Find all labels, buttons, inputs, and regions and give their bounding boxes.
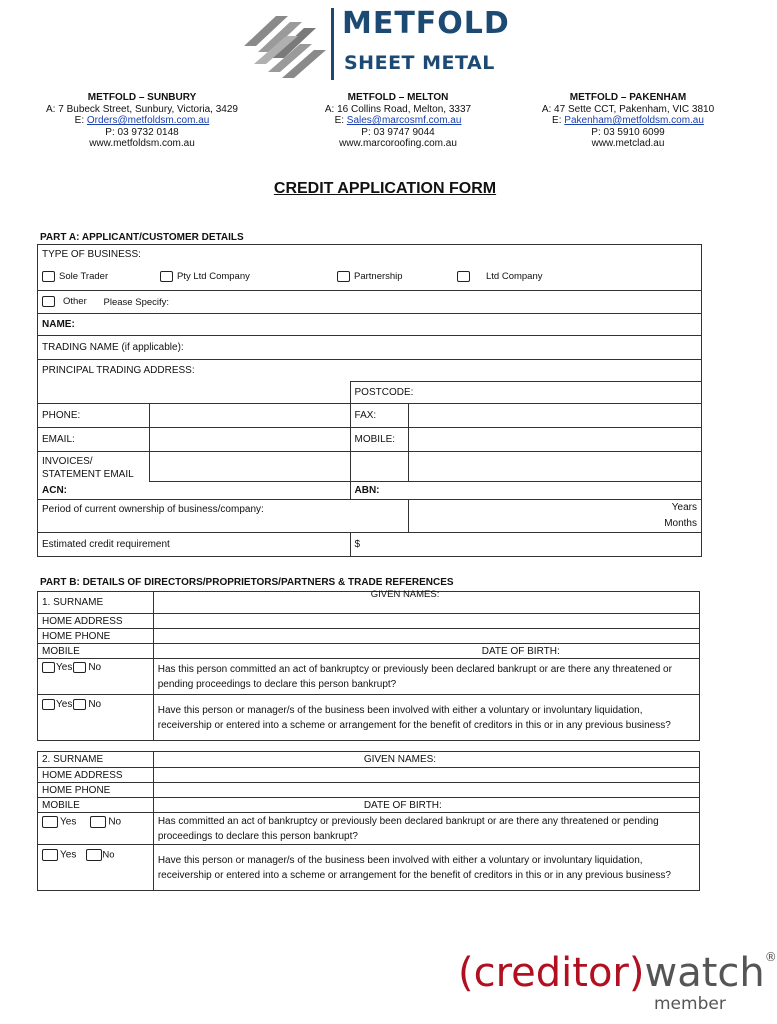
branch-address: A: 16 Collins Road, Melton, 3337 (324, 103, 472, 115)
no-checkbox[interactable] (73, 699, 86, 710)
branch-name: METFOLD – MELTON (347, 92, 449, 103)
logo-line2: SHEET METAL (344, 52, 495, 74)
abn-field[interactable]: ABN: (350, 482, 701, 500)
person1-table (37, 591, 700, 741)
yes-checkbox[interactable] (42, 849, 58, 861)
form-title: CREDIT APPLICATION FORM (273, 180, 497, 197)
trading-name-field[interactable]: TRADING NAME (if applicable): (38, 336, 702, 360)
address-continued[interactable] (38, 382, 351, 404)
option-label: Sole Trader (59, 270, 109, 282)
option-label: Pty Ltd Company (177, 270, 250, 282)
branch-web: www.metfoldsm.com.au (89, 138, 195, 149)
fax-input[interactable] (409, 404, 702, 428)
branch-email-link[interactable]: Sales@marcosmf.com.au (346, 115, 462, 126)
email-input[interactable] (149, 428, 350, 452)
member-label: member (654, 994, 726, 1014)
home-phone-input[interactable] (153, 629, 699, 644)
principal-address-field[interactable]: PRINCIPAL TRADING ADDRESS: (38, 360, 702, 382)
q1-answer (38, 813, 154, 845)
email-prefix: E: (74, 115, 87, 126)
branch-email-link[interactable]: Pakenham@metfoldsm.com.au (564, 115, 704, 126)
home-address-label: HOME ADDRESS (38, 768, 154, 783)
part-b-heading: PART B: DETAILS OF DIRECTORS/PROPRIETORS/PARTNERS & TRADE REFERENCES (40, 577, 454, 588)
option-sole-trader[interactable] (42, 271, 108, 282)
no-label: No (102, 849, 115, 861)
given-names-label: GIVEN NAMES: (370, 589, 440, 600)
yes-checkbox[interactable] (42, 699, 55, 710)
branch-name: METFOLD – SUNBURY (87, 92, 197, 103)
checkbox[interactable] (160, 271, 173, 282)
metfold-emblem-icon (236, 6, 328, 82)
option-label: Ltd Company (486, 270, 543, 282)
registered-mark: ® (764, 950, 777, 964)
dob-field[interactable]: DATE OF BIRTH: (153, 798, 699, 813)
home-address-input[interactable] (153, 768, 699, 783)
home-address-input[interactable] (153, 614, 699, 629)
option-ltd-company[interactable] (457, 271, 543, 282)
given-names-field[interactable]: GIVEN NAMES: (153, 752, 699, 768)
yes-label: Yes (56, 662, 73, 674)
q2-text: Have this person or manager/s of the business been involved with either a voluntary or involuntary liquidation, receivership or entered into a scheme or arrangement for the benefit of creditors in this or in any previous business? (153, 695, 699, 741)
metfold-logo (236, 6, 546, 82)
blank-cell (350, 452, 409, 482)
q2-answer (38, 695, 154, 741)
yes-checkbox[interactable] (42, 816, 58, 828)
email-prefix: E: (334, 115, 347, 126)
name-field[interactable]: NAME: (38, 314, 702, 336)
no-label: No (108, 816, 122, 828)
option-label: Partnership (354, 270, 403, 282)
please-specify-label: Please Specify: (103, 296, 170, 308)
checkbox[interactable] (457, 271, 470, 282)
no-checkbox[interactable] (90, 816, 106, 828)
creditorwatch-wordmark (458, 950, 777, 996)
home-address-label: HOME ADDRESS (38, 614, 154, 629)
q1-text: Has this person committed an act of bankruptcy or previously been declared bankrupt or are there any threatened or pending proceedings to declare this person bankrupt? (153, 659, 699, 695)
part-a-heading: PART A: APPLICANT/CUSTOMER DETAILS (40, 232, 244, 243)
branch-pakenham (513, 92, 743, 150)
q2-answer (38, 845, 154, 891)
branch-web: www.metclad.au (591, 138, 665, 149)
surname-label: 2. SURNAME (38, 752, 154, 768)
option-partnership[interactable] (337, 271, 403, 282)
no-label: No (88, 662, 102, 674)
yes-label: Yes (60, 816, 77, 828)
type-of-business-label: TYPE OF BUSINESS: (38, 245, 702, 265)
yes-label: Yes (60, 849, 77, 861)
surname-input[interactable] (153, 589, 699, 614)
surname-label: 1. SURNAME (38, 592, 154, 614)
no-label: No (88, 699, 102, 711)
logo-line1: METFOLD (342, 6, 510, 41)
logo-part2: watch (644, 950, 765, 996)
email-prefix: E: (552, 115, 565, 126)
phone-label: PHONE: (38, 404, 150, 428)
acn-field[interactable]: ACN: (38, 482, 351, 500)
creditorwatch-logo (458, 950, 777, 1015)
yes-label: Yes (56, 699, 73, 711)
dob-field[interactable]: DATE OF BIRTH: (153, 644, 699, 659)
mobile-input[interactable] (409, 428, 702, 452)
blank-cell (409, 452, 702, 482)
invoices-line1: INVOICES/ (42, 456, 93, 468)
q1-text: Has committed an act of bankruptcy or previously been declared bankrupt or are there any threatened or pending proceedings to declare this person bankrupt? (153, 813, 699, 845)
invoices-line2: STATEMENT EMAIL (42, 469, 134, 481)
no-checkbox[interactable] (86, 849, 102, 861)
branch-name: METFOLD – PAKENHAM (569, 92, 687, 103)
invoices-label (38, 452, 150, 482)
branch-melton (283, 92, 513, 150)
period-label: Period of current ownership of business/company: (38, 500, 409, 533)
home-phone-label: HOME PHONE (38, 629, 154, 644)
checkbox[interactable] (42, 271, 55, 282)
home-phone-input[interactable] (153, 783, 699, 798)
q2-text: Have this person or manager/s of the business been involved with either a voluntary or involuntary liquidation, receivership or entered into a scheme or arrangement for the benefit of creditors in this or in any previous business? (153, 845, 699, 891)
branch-email-link[interactable]: Orders@metfoldsm.com.au (86, 115, 210, 126)
branch-address: A: 7 Bubeck Street, Sunbury, Victoria, 3429 (46, 103, 238, 115)
no-checkbox[interactable] (73, 662, 86, 673)
other-checkbox[interactable] (42, 296, 55, 307)
branch-phone: P: 03 9732 0148 (105, 126, 179, 138)
mobile-label: MOBILE: (350, 428, 409, 452)
period-input[interactable] (409, 500, 702, 533)
phone-input[interactable] (149, 404, 350, 428)
estimated-credit-label: Estimated credit requirement (38, 533, 351, 557)
logo-part1: (creditor) (458, 950, 645, 996)
other-row (38, 291, 702, 314)
invoices-input[interactable] (149, 452, 350, 482)
yes-checkbox[interactable] (42, 662, 55, 673)
mobile-label: MOBILE (38, 798, 154, 813)
mobile-label: MOBILE (38, 644, 154, 659)
email-label: EMAIL: (38, 428, 150, 452)
postcode-field[interactable]: POSTCODE: (350, 382, 701, 404)
months-label: Months (664, 518, 697, 529)
other-label: Other (63, 296, 87, 308)
checkbox[interactable] (337, 271, 350, 282)
business-type-options (38, 265, 702, 291)
fax-label: FAX: (350, 404, 409, 428)
estimated-credit-input[interactable]: $ (350, 533, 701, 557)
branch-phone: P: 03 9747 9044 (361, 126, 435, 138)
option-pty-ltd[interactable] (160, 271, 250, 282)
branch-address: A: 47 Sette CCT, Pakenham, VIC 3810 (541, 103, 715, 115)
part-a-table (37, 244, 702, 557)
years-label: Years (671, 502, 697, 513)
q1-answer (38, 659, 154, 695)
branch-web: www.marcoroofing.com.au (339, 138, 457, 149)
branch-phone: P: 03 5910 6099 (591, 126, 665, 138)
branch-sunbury (27, 92, 257, 150)
person2-table (37, 751, 700, 891)
home-phone-label: HOME PHONE (38, 783, 154, 798)
